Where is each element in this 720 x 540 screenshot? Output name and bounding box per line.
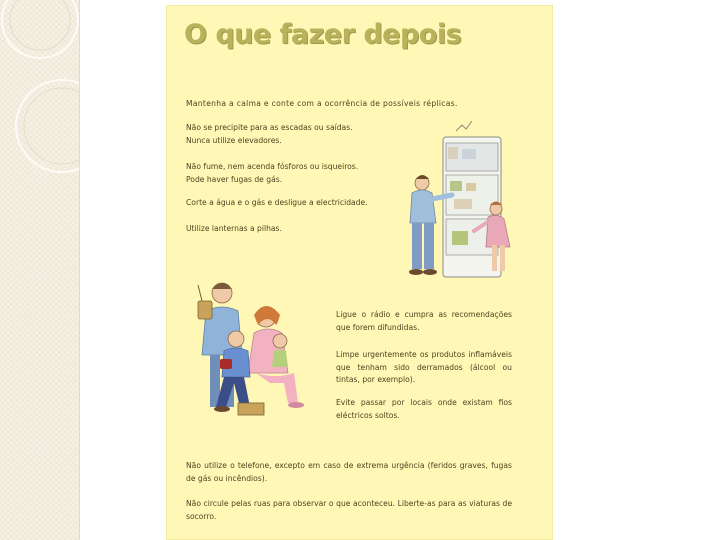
instruction-cut-utilities: Corte a água e o gás e desligue a electricidade.	[186, 198, 368, 207]
instruction-stairs-line2: Nunca utilize elevadores.	[186, 135, 282, 145]
man-turning-off-fridge-illustration	[388, 117, 518, 292]
poster-title: O que fazer depois	[184, 19, 462, 50]
instruction-clean-flammables: Limpe urgentemente os produtos inflamáveis que tenham sido derramados (álcool ou tintas, por exemplo).	[336, 350, 512, 384]
instruction-no-smoking	[186, 161, 396, 186]
instruction-keep-calm: Mantenha a calma e conte com a ocorrência de possíveis réplicas.	[186, 99, 458, 108]
decorative-circles	[0, 0, 79, 540]
poster	[166, 5, 553, 540]
instruction-stairs	[186, 122, 396, 147]
instruction-radio: Ligue o rádio e cumpra as recomendações que forem difundidas.	[336, 310, 512, 332]
decorative-side-panel	[0, 0, 80, 540]
instruction-flashlights: Utilize lanternas a pilhas.	[186, 224, 282, 233]
instruction-stairs-line1: Não se precipite para as escadas ou saídas.	[186, 123, 353, 132]
instruction-avoid-wires: Evite passar por locais onde existam fios eléctricos soltos.	[336, 398, 512, 420]
family-with-radio-illustration	[184, 277, 312, 427]
instruction-no-smoking-line2: Pode haver fugas de gás.	[186, 174, 283, 184]
instruction-no-telephone: Não utilize o telefone, excepto em caso de extrema urgência (feridos graves, fugas de gás ou incêndios).	[186, 461, 512, 483]
instruction-clear-streets: Não circule pelas ruas para observar o que aconteceu. Liberte-as para as viaturas de socorro.	[186, 499, 512, 521]
instruction-no-smoking-line1: Não fume, nem acenda fósforos ou isqueiros.	[186, 162, 359, 171]
